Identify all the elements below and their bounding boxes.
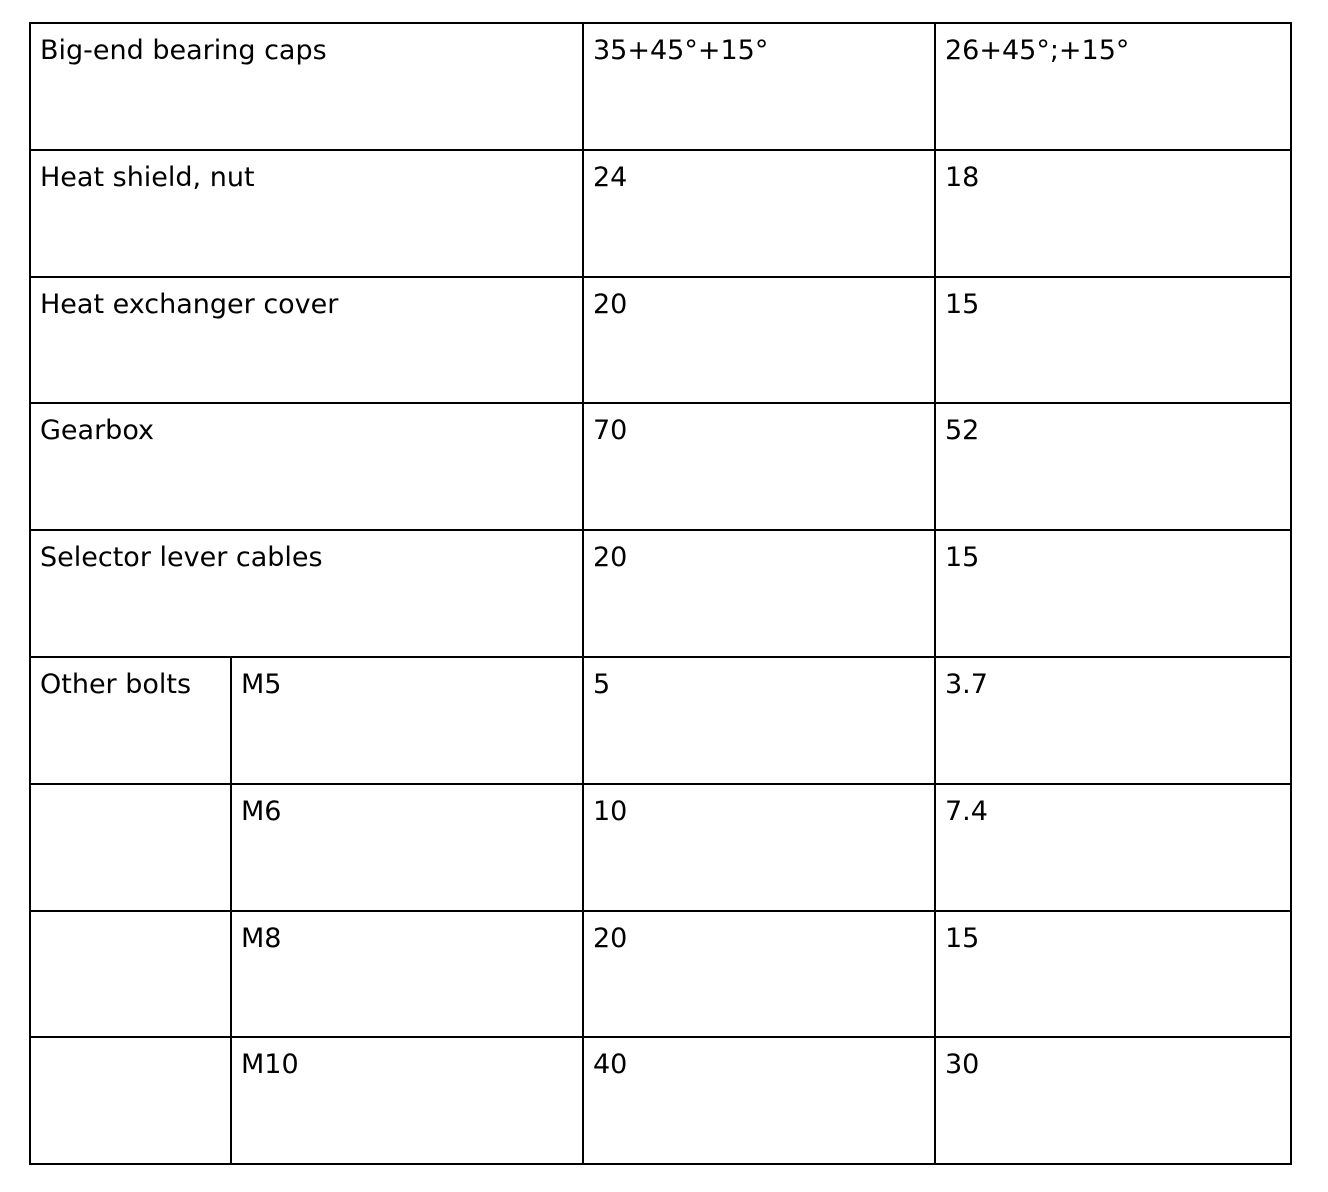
component-name-cell: Gearbox: [30, 403, 583, 530]
table-row: [30, 1037, 1291, 1164]
torque-nm-cell: 24: [583, 150, 935, 277]
table-row: [30, 150, 1291, 277]
table-row: [30, 657, 1291, 784]
torque-nm-cell: 35+45°+15°: [583, 23, 935, 150]
bolt-group-label-cell: Other bolts: [30, 657, 231, 784]
table-row: [30, 403, 1291, 530]
table-row: [30, 277, 1291, 404]
torque-nm-cell: 20: [583, 911, 935, 1038]
torque-lbft-cell: 3.7: [935, 657, 1291, 784]
table-row: [30, 784, 1291, 911]
torque-nm-cell: 20: [583, 277, 935, 404]
torque-lbft-cell: 52: [935, 403, 1291, 530]
torque-lbft-cell: 18: [935, 150, 1291, 277]
torque-specification-table: [29, 22, 1292, 1165]
component-name-cell: Heat exchanger cover: [30, 277, 583, 404]
component-name-cell: Big-end bearing caps: [30, 23, 583, 150]
table-row: [30, 911, 1291, 1038]
torque-nm-cell: 5: [583, 657, 935, 784]
torque-nm-cell: 40: [583, 1037, 935, 1164]
torque-lbft-cell: 15: [935, 530, 1291, 657]
torque-lbft-cell: 7.4: [935, 784, 1291, 911]
torque-lbft-cell: 26+45°;+15°: [935, 23, 1291, 150]
torque-nm-cell: 70: [583, 403, 935, 530]
torque-lbft-cell: 15: [935, 277, 1291, 404]
empty-cell: [30, 784, 231, 911]
bolt-size-cell: M10: [231, 1037, 583, 1164]
torque-nm-cell: 10: [583, 784, 935, 911]
empty-cell: [30, 911, 231, 1038]
table-row: [30, 530, 1291, 657]
torque-lbft-cell: 15: [935, 911, 1291, 1038]
empty-cell: [30, 1037, 231, 1164]
torque-nm-cell: 20: [583, 530, 935, 657]
bolt-size-cell: M6: [231, 784, 583, 911]
bolt-size-cell: M5: [231, 657, 583, 784]
bolt-size-cell: M8: [231, 911, 583, 1038]
component-name-cell: Heat shield, nut: [30, 150, 583, 277]
table-row: [30, 23, 1291, 150]
component-name-cell: Selector lever cables: [30, 530, 583, 657]
torque-lbft-cell: 30: [935, 1037, 1291, 1164]
